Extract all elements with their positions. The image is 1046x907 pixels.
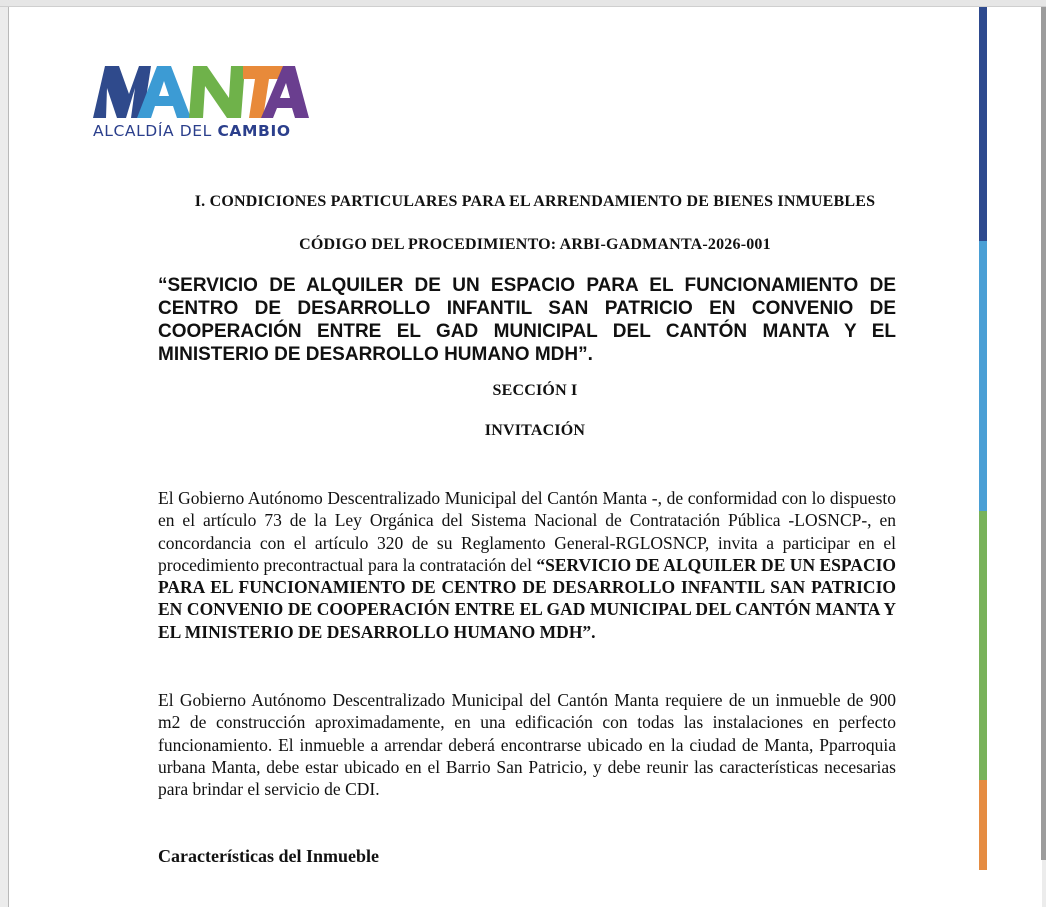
invitation-heading: INVITACIÓN [484, 422, 586, 439]
manta-logo [93, 66, 309, 144]
logo-subtitle-bold: CAMBIO [217, 122, 291, 140]
viewer-top-bar [0, 0, 1046, 7]
manta-wordmark-icon [93, 66, 309, 118]
section-heading: SECCIÓN I [492, 382, 578, 399]
color-bar-segment-orange [979, 780, 987, 870]
logo-subtitle-regular: ALCALDÍA DEL [93, 122, 218, 140]
service-title: “SERVICIO DE ALQUILER DE UN ESPACIO PARA EL FUNCIONAMIENTO DE CENTRO DE DESARROLLO INFANTIL SAN PATRICIO EN CONVENIO DE COOPERACIÓN ENTRE EL GAD MUNICIPAL DEL CANTÓN MANTA Y EL MINISTERIO DE DESARROLLO HUMANO MDH”. [158, 275, 896, 365]
property-characteristics-heading: Características del Inmueble [158, 846, 379, 866]
color-bar-segment-green [979, 511, 987, 780]
invitation-paragraph-text: El Gobierno Autónomo Descentralizado Municipal del Cantón Manta -, de conformidad con lo dispuesto en el artículo 73 de la Ley Orgánica del Sistema Nacional de Contratación Pública -LOSNCP-, en concordancia con el artículo 320 de su Reglamento General-RGLOSNCP, invita a participar en el procedimiento precontractual para la contratación del [158, 488, 896, 575]
invitation-paragraph-service: “SERVICIO DE ALQUILER DE UN ESPACIO PARA EL FUNCIONAMIENTO DE CENTRO DE DESARROLLO INFANTIL SAN PATRICIO EN CONVENIO DE COOPERACIÓN ENTRE EL GAD MUNICIPAL DEL CANTÓN MANTA Y EL MINISTERIO DE DESARROLLO HUMANO MDH”. [158, 554, 897, 642]
requirements-paragraph: El Gobierno Autónomo Descentralizado Municipal del Cantón Manta requiere de un inmueble de 900 m2 de construcción aproximadamente, en una edificación con todas las instalaciones en perfecto funcionamiento. El inmueble a arrendar deberá encontrarse ubicado en la ciudad de Manta, Pparroquia urbana Manta, debe estar ubicado en el Barrio San Patricio, y debe reunir las características necesarias para brindar el servicio de CDI. [158, 690, 896, 800]
color-bar-segment-blue [979, 7, 987, 241]
color-bar-segment-light-blue [979, 241, 987, 511]
procedure-code: CÓDIGO DEL PROCEDIMIENTO: ARBI-GADMANTA-2026-001 [299, 236, 771, 253]
viewer-scrollbar[interactable] [1041, 7, 1046, 860]
invitation-paragraph [158, 487, 896, 643]
logo-subtitle [93, 122, 309, 140]
heading-conditions: I. CONDICIONES PARTICULARES PARA EL ARRENDAMIENTO DE BIENES INMUEBLES [194, 193, 876, 210]
